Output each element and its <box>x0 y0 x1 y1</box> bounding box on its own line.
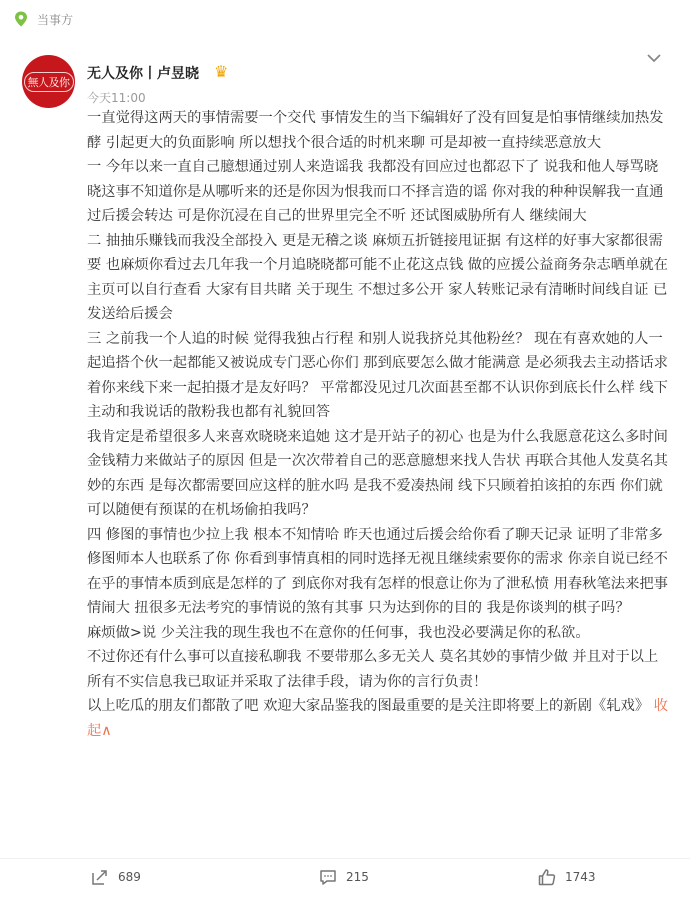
comment-icon <box>318 867 338 887</box>
repost-icon <box>90 867 110 887</box>
repost-count: 689 <box>118 870 141 884</box>
topic-label: 当事方 <box>37 12 74 27</box>
comment-count: 215 <box>346 870 369 884</box>
post-footer <box>0 860 690 896</box>
post-timestamp: 今天11:00 <box>87 91 146 105</box>
post-content <box>87 106 672 743</box>
topic-bar[interactable] <box>12 8 73 30</box>
author-name[interactable]: 无人及你丨卢昱晓 <box>87 66 199 82</box>
divider <box>0 858 690 859</box>
chevron-down-icon[interactable] <box>646 50 662 66</box>
comment-button[interactable] <box>318 867 369 887</box>
thumbs-up-icon <box>537 867 557 887</box>
crown-badge-icon: ♛ <box>214 62 229 81</box>
avatar-logo-text: 無人及你 <box>24 72 74 92</box>
collapse-link[interactable]: 收起∧ <box>87 698 668 739</box>
location-pin-icon <box>12 10 30 28</box>
avatar[interactable] <box>22 55 75 108</box>
repost-button[interactable] <box>90 867 141 887</box>
post-text: 一直觉得这两天的事情需要一个交代 事情发生的当下编辑好了没有回复是怕事情继续加热发酵 引起更大的负面影响 所以想找个很合适的时机来聊 可是却被一直持续恶意放大 一 今年以来一直自己臆想通过别人来造谣我 我都没有回应过也都忍下了 说我和他人辱骂晓晓这事不知道你是从哪听来的还是你因为恨我而口不择言造的谣 你对我的种种误解我一直通过后援会转达 可是你沉浸在自己的世界里完全不听 还试图威胁所有人 继续闹大 二 抽抽乐赚钱而我没全部投入 更是无稽之谈 麻烦五折链接甩证据 有这样的好事大家都很需要 也麻烦你看过去几年我一个月追晓晓都可能不止花这点钱 做的应援公益商务杂志晒单就在主页可以自行查看 大家有目共睹 关于现生 不想过多公开 家人转账记录有清晰时间线自证 已发送给后援会 三 之前我一个人追的时候 觉得我独占行程 和别人说我挤兑其他粉丝？ 现在有喜欢她的人一起追搭个伙一起都能又被说成专门恶心你们 那到底要怎么做才能满意 是必须我去主动搭话求着你来线下来一起拍摄才是友好吗？ 平常都没见过几次面甚至都不认识你到底长什么样 线下主动和我说话的散粉我也都有礼貌回答 我肯定是希望很多人来喜欢晓晓来追她 这才是开站子的初心 也是为什么我愿意花这么多时间金钱精力来做站子的原因 但是一次次带着自己的恶意臆想来找人告状 再联合其他人发莫名其妙的东西 是每次都需要回应这样的脏水吗 是我不爱凑热闹 线下只顾着拍该拍的东西 你们就可以随便有预谋的在机场偷拍我吗？ 四 修图的事情也少拉上我 根本不知情哈 昨天也通过后援会给你看了聊天记录 证明了非常多 修图师本人也联系了你 你看到事情真相的同时选择无视且继续索要你的需求 你亲自说已经不在乎的事情本质到底是怎样的了 到底你对我有怎样的恨意让你为了泄私愤 用春秋笔法来把事情闹大 扭很多无法考究的事情说的煞有其事 只为达到你的目的 我是你谈判的棋子吗？ 麻烦做>说 少关注我的现生我也不在意你的任何事，我也没必要满足你的私欲。 不过你还有什么事可以直接私聊我 不要带那么多无关人 莫名其妙的事情少做 并且对于以上所有不实信息我已取证并采取了法律手段，请为你的言行负责！ 以上吃瓜的朋友们都散了吧 欢迎大家品鉴我的图最重要的是关注即将要上的新剧《轧戏》 <box>87 110 668 714</box>
like-button[interactable] <box>537 867 596 887</box>
like-count: 1743 <box>565 870 596 884</box>
